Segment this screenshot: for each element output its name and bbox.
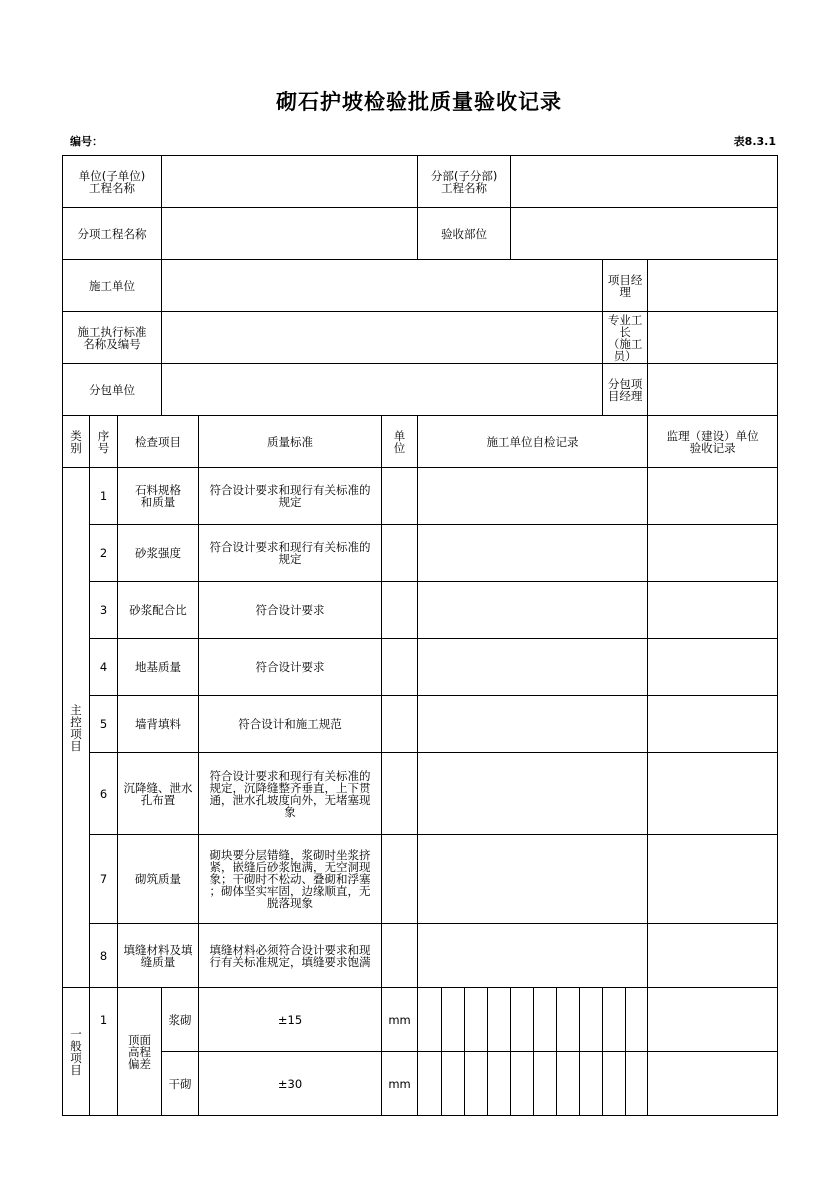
main-row-supervision[interactable] — [648, 696, 778, 753]
main-row-standard: 符合设计和施工规范 — [199, 696, 382, 753]
subcontract-manager-value[interactable] — [648, 364, 778, 416]
general-row-1 — [63, 988, 778, 1052]
measure-cell[interactable] — [418, 1052, 442, 1116]
general-row-2 — [63, 1052, 778, 1116]
main-row-self-check[interactable] — [418, 525, 648, 582]
main-row-standard: 符合设计要求 — [199, 639, 382, 696]
measure-cell[interactable] — [557, 1052, 580, 1116]
main-row-standard: 填缝材料必须符合设计要求和现 行有关标准规定，填缝要求饱满 — [199, 924, 382, 988]
column-header-row — [63, 416, 778, 468]
main-row-no: 5 — [90, 696, 118, 753]
header-row-1 — [63, 156, 778, 208]
main-row-4 — [63, 639, 778, 696]
inspection-part-label: 验收部位 — [418, 208, 511, 260]
project-manager-value[interactable] — [648, 260, 778, 312]
main-row-unit[interactable] — [382, 753, 418, 835]
standard-name-label: 施工执行标准 名称及编号 — [63, 312, 162, 364]
standard-name-value[interactable] — [162, 312, 603, 364]
col-supervision: 监理（建设）单位 验收记录 — [648, 416, 778, 468]
main-row-item: 砌筑质量 — [118, 835, 199, 924]
general-row-no: 1 — [90, 988, 118, 1116]
main-row-8 — [63, 924, 778, 988]
item-project-label: 分项工程名称 — [63, 208, 162, 260]
main-row-supervision[interactable] — [648, 639, 778, 696]
main-row-item: 砂浆强度 — [118, 525, 199, 582]
measure-cell[interactable] — [603, 1052, 626, 1116]
project-manager-label: 项目经理 — [603, 260, 648, 312]
general-standard: ±30 — [199, 1052, 382, 1116]
main-row-standard: 符合设计要求和现行有关标准的 规定，沉降缝整齐垂直，上下贯 通，泄水孔坡度向外，无堵塞现 象 — [199, 753, 382, 835]
general-supervision[interactable] — [648, 988, 778, 1052]
main-row-unit[interactable] — [382, 639, 418, 696]
subcontract-manager-label: 分包项目经理 — [603, 364, 648, 416]
foreman-label: 专业工长 （施工员） — [603, 312, 648, 364]
main-row-no: 3 — [90, 582, 118, 639]
construction-unit-value[interactable] — [162, 260, 603, 312]
measure-cell[interactable] — [442, 988, 465, 1052]
general-unit: mm — [382, 1052, 418, 1116]
main-row-2 — [63, 525, 778, 582]
measure-cell[interactable] — [534, 1052, 557, 1116]
main-row-standard: 符合设计要求和现行有关标准的 规定 — [199, 525, 382, 582]
measure-cell[interactable] — [626, 1052, 648, 1116]
main-row-unit[interactable] — [382, 582, 418, 639]
main-row-no: 1 — [90, 468, 118, 525]
main-row-item: 砂浆配合比 — [118, 582, 199, 639]
general-items-label: 一 般 项 目 — [63, 988, 90, 1116]
main-row-unit[interactable] — [382, 924, 418, 988]
main-row-5 — [63, 696, 778, 753]
main-row-self-check[interactable] — [418, 696, 648, 753]
subcontract-unit-value[interactable] — [162, 364, 603, 416]
main-row-supervision[interactable] — [648, 835, 778, 924]
unit-project-label: 单位(子单位) 工程名称 — [63, 156, 162, 208]
main-row-supervision[interactable] — [648, 582, 778, 639]
subcontract-unit-label: 分包单位 — [63, 364, 162, 416]
main-row-supervision[interactable] — [648, 753, 778, 835]
inspection-part-value[interactable] — [511, 208, 778, 260]
main-row-unit[interactable] — [382, 696, 418, 753]
col-quality-standard: 质量标准 — [199, 416, 382, 468]
measure-cell[interactable] — [511, 988, 534, 1052]
measure-cell[interactable] — [626, 988, 648, 1052]
measure-cell[interactable] — [442, 1052, 465, 1116]
main-row-3 — [63, 582, 778, 639]
main-row-standard: 砌块要分层错缝，浆砌时坐浆挤 紧，嵌缝后砂浆饱满，无空洞现 象；干砌时不松动、叠砌和浮塞 ；砌体坚实牢固，边缘顺直，无 脱落现象 — [199, 835, 382, 924]
main-row-6 — [63, 753, 778, 835]
sub-project-label: 分部(子分部) 工程名称 — [418, 156, 511, 208]
general-standard: ±15 — [199, 988, 382, 1052]
serial-number-label: 编号： — [70, 135, 103, 148]
header-row-4 — [63, 312, 778, 364]
measure-cell[interactable] — [488, 1052, 511, 1116]
col-self-check: 施工单位自检记录 — [418, 416, 648, 468]
main-row-no: 4 — [90, 639, 118, 696]
main-row-no: 8 — [90, 924, 118, 988]
measure-cell[interactable] — [465, 1052, 488, 1116]
inspection-form-table — [62, 155, 778, 1116]
general-row-item: 顶面 高程 偏差 — [118, 988, 162, 1116]
main-row-self-check[interactable] — [418, 582, 648, 639]
main-row-7 — [63, 835, 778, 924]
main-row-standard: 符合设计要求 — [199, 582, 382, 639]
measure-cell[interactable] — [465, 988, 488, 1052]
measure-cell[interactable] — [418, 988, 442, 1052]
unit-project-value[interactable] — [162, 156, 418, 208]
general-unit: mm — [382, 988, 418, 1052]
item-project-value[interactable] — [162, 208, 418, 260]
main-row-no: 2 — [90, 525, 118, 582]
measure-cell[interactable] — [580, 988, 603, 1052]
main-row-item: 石料规格 和质量 — [118, 468, 199, 525]
measure-cell[interactable] — [511, 1052, 534, 1116]
measure-cell[interactable] — [488, 988, 511, 1052]
form-title: 砌石护坡检验批质量验收记录 — [276, 90, 562, 114]
main-row-no: 6 — [90, 753, 118, 835]
main-row-unit[interactable] — [382, 468, 418, 525]
main-row-item: 填缝材料及填 缝质量 — [118, 924, 199, 988]
main-row-standard: 符合设计要求和现行有关标准的 规定 — [199, 468, 382, 525]
main-row-item: 墙背填料 — [118, 696, 199, 753]
measure-cell[interactable] — [603, 988, 626, 1052]
col-seq: 序 号 — [90, 416, 118, 468]
main-row-supervision[interactable] — [648, 525, 778, 582]
main-row-item: 地基质量 — [118, 639, 199, 696]
col-unit: 单 位 — [382, 416, 418, 468]
main-row-unit[interactable] — [382, 525, 418, 582]
measure-cell[interactable] — [580, 1052, 603, 1116]
main-row-self-check[interactable] — [418, 753, 648, 835]
measure-cell[interactable] — [557, 988, 580, 1052]
header-row-2 — [63, 208, 778, 260]
col-check-item: 检查项目 — [118, 416, 199, 468]
main-row-item: 沉降缝、泄水 孔布置 — [118, 753, 199, 835]
main-row-self-check[interactable] — [418, 639, 648, 696]
general-sub-item: 干砌 — [162, 1052, 199, 1116]
table-code: 表8.3.1 — [733, 135, 776, 148]
col-category: 类 别 — [63, 416, 90, 468]
main-row-self-check[interactable] — [418, 468, 648, 525]
main-row-self-check[interactable] — [418, 835, 648, 924]
main-row-no: 7 — [90, 835, 118, 924]
main-row-self-check[interactable] — [418, 924, 648, 988]
foreman-value[interactable] — [648, 312, 778, 364]
sub-project-value[interactable] — [511, 156, 778, 208]
header-row-3 — [63, 260, 778, 312]
main-row-supervision[interactable] — [648, 468, 778, 525]
main-row-unit[interactable] — [382, 835, 418, 924]
main-row-1 — [63, 468, 778, 525]
main-row-supervision[interactable] — [648, 924, 778, 988]
main-control-label: 主 控 项 目 — [63, 468, 90, 988]
general-supervision[interactable] — [648, 1052, 778, 1116]
measure-cell[interactable] — [534, 988, 557, 1052]
construction-unit-label: 施工单位 — [63, 260, 162, 312]
general-sub-item: 浆砌 — [162, 988, 199, 1052]
header-row-5 — [63, 364, 778, 416]
